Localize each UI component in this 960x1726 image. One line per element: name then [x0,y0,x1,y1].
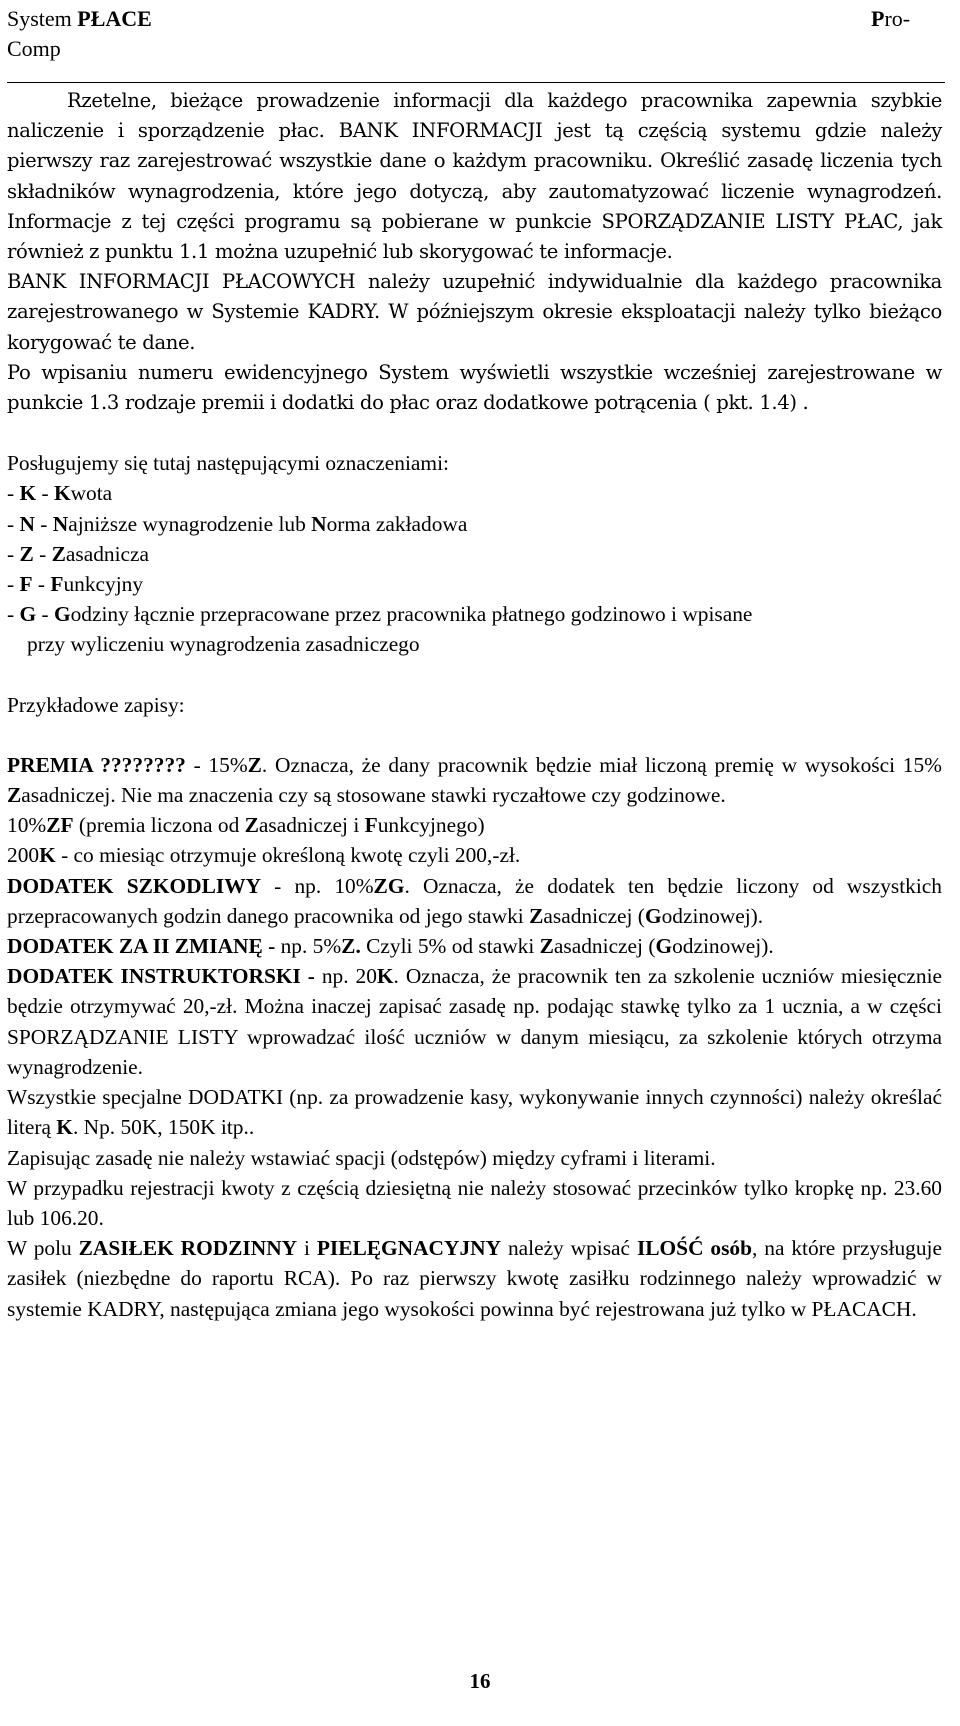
header-pro-rest: ro- [884,6,911,31]
allowance-field-note: W polu ZASIŁEK RODZINNY i PIELĘGNACYJNY należy wpisać ILOŚĆ osób, na które przysługuje zasiłek (niezbędne do raportu RCA). Po raz pierwszy kwotę zasiłku rodzinnego należy wprowadzić w systemie KADRY, następująca zmiana jego wysokości powinna być rejestrowana już tylko w PŁACACH. [7,1236,942,1321]
header-module: PŁACE [77,6,152,31]
spacer [7,660,942,690]
example-premia: PREMIA ???????? - 15%Z. Oznacza, że dany pracownik będzie miał liczoną premię w wysokości 15% Zasadniczej. Nie ma znaczenia czy są stosowane stawki ryczałtowe czy godzinowe. [7,752,942,808]
document-body [7,86,942,1324]
legend-item-f: - F - Funkcyjny [7,572,144,597]
legend-item-n: - N - Najniższe wynagrodzenie lub Norma zakładowa [7,511,468,536]
header-right [871,4,910,34]
page-number: 16 [469,1669,491,1693]
rule-no-spaces: Zapisując zasadę nie należy wstawiać spacji (odstępów) między cyframi i literami. [7,1145,716,1170]
special-additions: Wszystkie specjalne DODATKI (np. za prowadzenie kasy, wykonywanie innych czynności) należy określać literą K. Np. 50K, 150K itp.. [7,1085,942,1140]
header-pro-initial: P [871,6,885,31]
intro-paragraph-1: Rzetelne, bieżące prowadzenie informacji dla każdego pracownika zapewnia szybkie naliczenie i sporządzenie płac. BANK INFORMACJI jest tą częścią systemu gdzie należy pierwszy raz zarejestrować wszystkie dane o każdym pracowniku. Określić zasadę liczenia tych składników wynagrodzenia, które jego dotyczą, aby zautomatyzować liczenie wynagrodzeń. Informacje z tej części programu są pobierane w punkcie SPORZĄDZANIE LISTY PŁAC, jak również z punktu 1.1 można uzupełnić lub skorygować te informacje. [7,89,942,264]
header-comp: Comp [7,36,61,61]
legend-item-z: - Z - Zasadnicza [7,541,150,566]
legend-item-g-continuation: przy wyliczeniu wynagrodzenia zasadniczego [27,632,420,657]
example-zmiana: DODATEK ZA II ZMIANĘ - np. 5%Z. Czyli 5% od stawki Zasadniczej (Godzinowej). [7,934,774,959]
page-header [7,0,947,86]
header-rule [7,82,945,83]
legend-item-g: - G - Godziny łącznie przepracowane przez pracownika płatnego godzinowo i wpisane [7,602,753,627]
intro-paragraph-2: BANK INFORMACJI PŁACOWYCH należy uzupełnić indywidualnie dla każdego pracownika zarejestrowanego w Systemie KADRY. W późniejszym okresie eksploatacji należy tylko bieżąco korygować te dane. [7,270,942,354]
example-szkodliwy: DODATEK SZKODLIWY - np. 10%ZG. Oznacza, że dodatek ten będzie liczony od wszystkich przepracowanych godzin danego pracownika od jego stawki Zasadniczej (Godzinowej). [7,873,942,928]
example-zf: 10%ZF (premia liczona od Zasadniczej i Funkcyjnego) [7,813,485,838]
header-system: System [7,6,78,31]
rule-decimal-dot: W przypadku rejestracji kwoty z częścią dziesiętną nie należy stosować przecinków tylko kropkę np. 23.60 lub 106.20. [7,1175,942,1230]
examples-title: Przykładowe zapisy: [7,692,185,717]
legend-item-k: - K - Kwota [7,481,113,506]
spacer [7,418,942,448]
example-k: 200K - co miesiąc otrzymuje określoną kwotę czyli 200,-zł. [7,843,521,868]
spacer [7,720,942,750]
header-left [7,4,152,64]
intro-paragraph-3: Po wpisaniu numeru ewidencyjnego System wyświetli wszystkie wcześniej zarejestrowane w punkcie 1.3 rodzaje premii i dodatki do płac oraz dodatkowe potrącenia ( pkt. 1.4) . [7,360,942,415]
example-instruktorski: DODATEK INSTRUKTORSKI - np. 20K. Oznacza, że pracownik ten za szkolenie uczniów miesięcznie będzie otrzymywać 20,-zł. Można inaczej zapisać zasadę np. podając stawkę tylko za 1 ucznia, a w części SPORZĄDZANIE LISTY wprowadzać ilość uczniów w danym miesiącu, za szkolenie których otrzyma wynagrodzenie. [7,964,943,1079]
legend-title: Posługujemy się tutaj następującymi oznaczeniami: [7,451,449,476]
